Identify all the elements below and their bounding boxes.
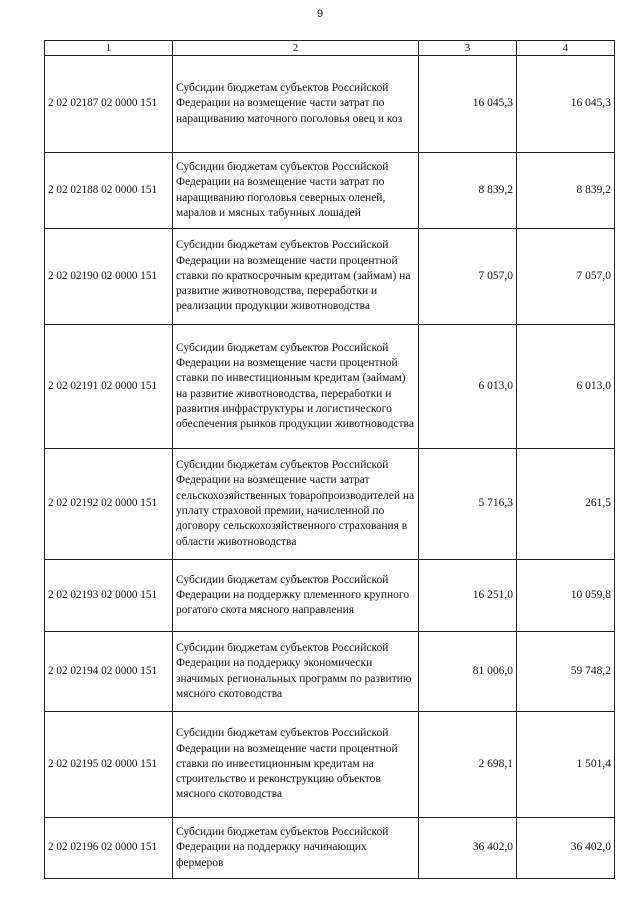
description-cell: Субсидии бюджетам субъектов Российской Федерации на поддержку племенного крупного рогатого скота мясного направления (173, 560, 419, 632)
amount-col4-cell: 10 059,8 (517, 560, 615, 632)
column-header-4: 4 (517, 41, 615, 56)
budget-code-cell: 2 02 02194 02 0000 151 (45, 632, 173, 712)
column-header-3: 3 (419, 41, 517, 56)
description-cell: Субсидии бюджетам субъектов Российской Федерации на поддержку начинающих фермеров (173, 818, 419, 879)
column-header-2: 2 (173, 41, 419, 56)
amount-col4-cell: 1 501,4 (517, 712, 615, 818)
description-cell: Субсидии бюджетам субъектов Российской Федерации на возмещение части затрат сельскохозяйственных товаропроизводителей на уплату страховой премии, начисленной по договору сельскохозяйственного страхования в области животноводства (173, 449, 419, 560)
table-row (45, 632, 615, 712)
amount-col4-cell: 6 013,0 (517, 325, 615, 449)
amount-col3-cell: 8 839,2 (419, 153, 517, 229)
budget-code-cell: 2 02 02195 02 0000 151 (45, 712, 173, 818)
amount-col4-cell: 59 748,2 (517, 632, 615, 712)
amount-col3-cell: 2 698,1 (419, 712, 517, 818)
budget-code-cell: 2 02 02196 02 0000 151 (45, 818, 173, 879)
budget-code-cell: 2 02 02193 02 0000 151 (45, 560, 173, 632)
table-row (45, 449, 615, 560)
amount-col3-cell: 7 057,0 (419, 229, 517, 325)
table-row (45, 56, 615, 153)
description-cell: Субсидии бюджетам субъектов Российской Федерации на возмещение части затрат по наращиванию поголовья северных оленей, маралов и мясных табунных лошадей (173, 153, 419, 229)
table-row (45, 229, 615, 325)
budget-table (44, 40, 615, 879)
table-row (45, 153, 615, 229)
amount-col4-cell: 36 402,0 (517, 818, 615, 879)
amount-col3-cell: 81 006,0 (419, 632, 517, 712)
table-row (45, 712, 615, 818)
description-cell: Субсидии бюджетам субъектов Российской Федерации на возмещение части затрат по наращиванию маточного поголовья овец и коз (173, 56, 419, 153)
description-cell: Субсидии бюджетам субъектов Российской Федерации на возмещение части процентной ставки по инвестиционным кредитам на строительство и реконструкцию объектов мясного скотоводства (173, 712, 419, 818)
amount-col4-cell: 16 045,3 (517, 56, 615, 153)
amount-col3-cell: 6 013,0 (419, 325, 517, 449)
table-header-row (45, 41, 615, 56)
amount-col3-cell: 16 045,3 (419, 56, 517, 153)
table-row (45, 560, 615, 632)
amount-col4-cell: 7 057,0 (517, 229, 615, 325)
amount-col4-cell: 8 839,2 (517, 153, 615, 229)
amount-col3-cell: 16 251,0 (419, 560, 517, 632)
amount-col4-cell: 261,5 (517, 449, 615, 560)
page-number: 9 (316, 8, 324, 20)
description-cell: Субсидии бюджетам субъектов Российской Федерации на возмещение части процентной ставки по инвестиционным кредитам (займам) на развитие животноводства, переработки и развития инфраструктуры и логистического обеспечения рынков продукции животноводства (173, 325, 419, 449)
table-row (45, 818, 615, 879)
budget-code-cell: 2 02 02188 02 0000 151 (45, 153, 173, 229)
table-row (45, 325, 615, 449)
budget-code-cell: 2 02 02190 02 0000 151 (45, 229, 173, 325)
description-cell: Субсидии бюджетам субъектов Российской Федерации на поддержку экономически значимых региональных программ по развитию мясного скотоводства (173, 632, 419, 712)
budget-code-cell: 2 02 02192 02 0000 151 (45, 449, 173, 560)
amount-col3-cell: 5 716,3 (419, 449, 517, 560)
budget-code-cell: 2 02 02191 02 0000 151 (45, 325, 173, 449)
amount-col3-cell: 36 402,0 (419, 818, 517, 879)
description-cell: Субсидии бюджетам субъектов Российской Федерации на возмещение части процентной ставки по краткосрочным кредитам (займам) на развитие животноводства, переработки и реализации продукции животноводства (173, 229, 419, 325)
budget-code-cell: 2 02 02187 02 0000 151 (45, 56, 173, 153)
column-header-1: 1 (45, 41, 173, 56)
